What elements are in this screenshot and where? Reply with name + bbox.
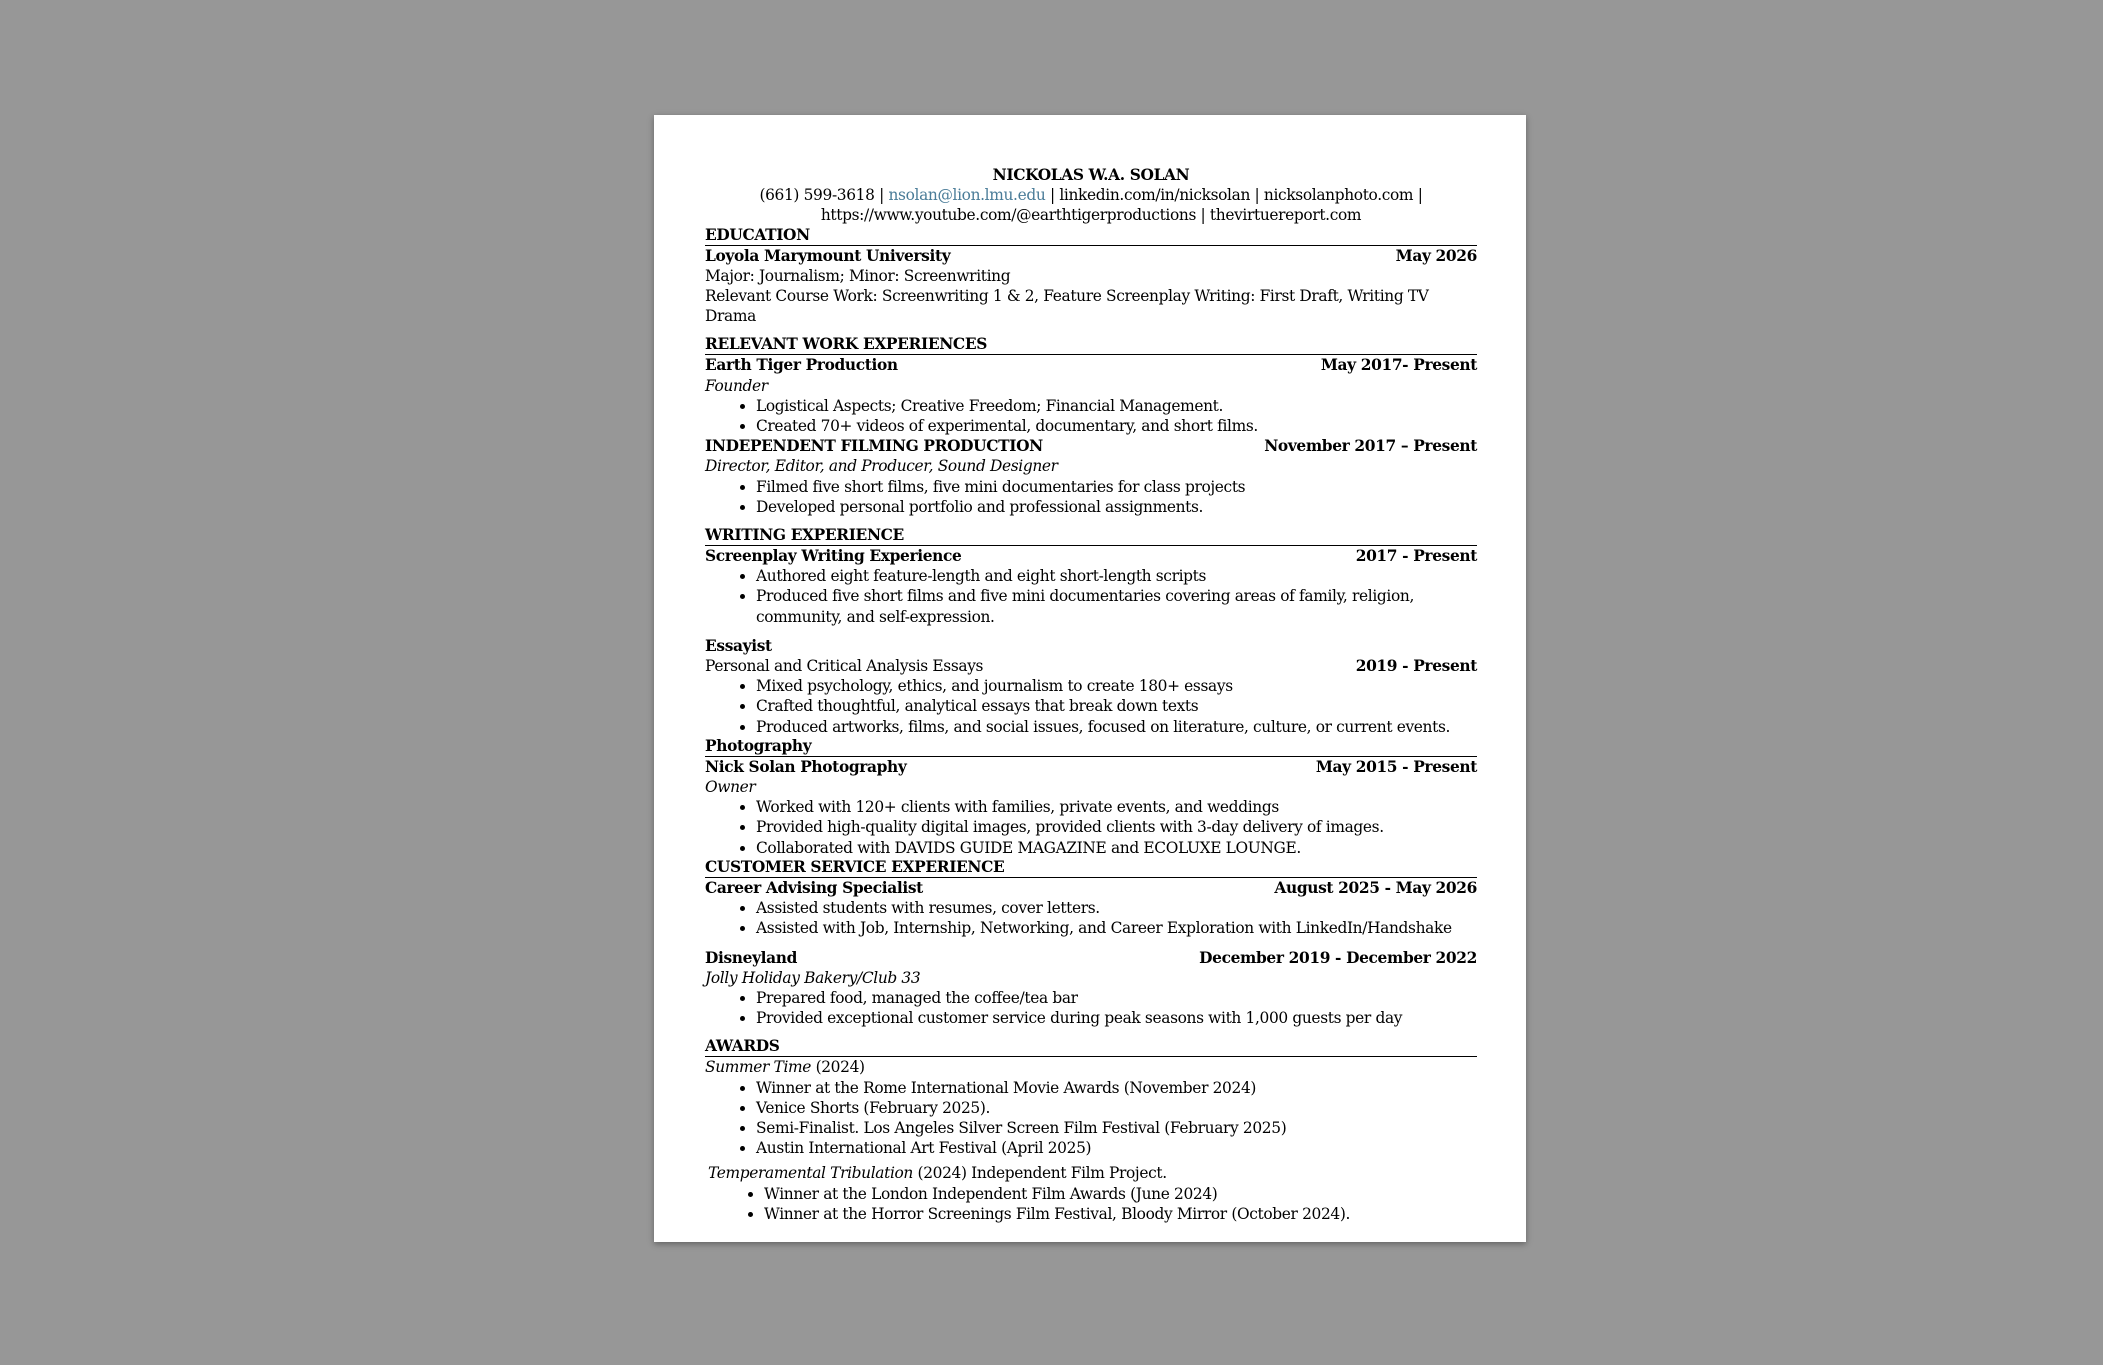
bullet-item: • Filmed five short films, five mini documentaries for class projects [756,477,1477,497]
bullet-list [705,477,1477,517]
contact-line-1 [705,185,1477,205]
bullet-item: • Produced artworks, films, and social issues, focused on literature, culture, or current events. [756,717,1477,737]
bullet-item: • Austin International Art Festival (April 2025) [756,1138,1477,1158]
customer-service-heading: CUSTOMER SERVICE EXPERIENCE [705,858,1477,878]
candidate-name: NICKOLAS W.A. SOLAN [992,166,1190,184]
bullet-item: • Produced five short films and five mini documentaries covering areas of family, religion, community, and self-expression. [756,586,1477,626]
bullet-item: • Winner at the London Independent Film Awards (June 2024) [764,1184,1477,1204]
award-year: (2024) [811,1058,865,1077]
award-title: Temperamental Tribulation [708,1164,913,1183]
bullet-list [705,898,1477,938]
resume-page [654,115,1526,1242]
bullet-item: • Prepared food, managed the coffee/tea bar [756,988,1477,1008]
work-heading: RELEVANT WORK EXPERIENCES [705,335,1477,355]
award-title: Summer Time [705,1058,812,1077]
coursework: Relevant Course Work: Screenwriting 1 & 2, Feature Screenplay Writing: First Draft, Writing TV Drama [705,287,1429,326]
bullet-item: • Provided exceptional customer service during peak seasons with 1,000 guests per day [756,1008,1477,1028]
job-date: 2017 - Present [1355,547,1477,566]
bullet-list [705,566,1477,627]
bullet-item: • Winner at the Rome International Movie Awards (November 2024) [756,1078,1477,1098]
job-row [705,757,1477,777]
job-org: Nick Solan Photography [705,757,907,776]
job-org: Career Advising Specialist [705,878,923,897]
bullet-list [705,1078,1477,1159]
education-row [705,246,1477,266]
job-row [705,436,1477,456]
bullet-item: • Collaborated with DAVIDS GUIDE MAGAZINE and ECOLUXE LOUNGE. [756,838,1477,858]
awards-heading: AWARDS [705,1037,1477,1057]
job-org: Essayist [705,636,772,655]
job-date: August 2025 - May 2026 [1274,878,1477,897]
bullet-item: • Semi-Finalist. Los Angeles Silver Screen Film Festival (February 2025) [756,1118,1477,1138]
bullet-item: • Winner at the Horror Screenings Film Festival, Bloody Mirror (October 2024). [764,1204,1477,1224]
phone: (661) 599-3618 | [759,186,884,205]
job-org: Earth Tiger Production [705,356,898,375]
job-role: Owner [705,778,756,797]
bullet-item: • Logistical Aspects; Creative Freedom; Financial Management. [756,396,1477,416]
job-subtitle: Personal and Critical Analysis Essays [705,657,984,676]
job-role: Director, Editor, and Producer, Sound Designer [705,457,1058,476]
job-date: May 2015 - Present [1315,757,1477,776]
contact-links: | linkedin.com/in/nicksolan | nicksolanphoto.com | [1049,186,1423,205]
writing-heading: WRITING EXPERIENCE [705,526,1477,546]
contact-line-2: https://www.youtube.com/@earthtigerproductions | thevirtuereport.com [820,206,1362,225]
bullet-list [705,797,1477,858]
major-minor: Major: Journalism; Minor: Screenwriting [705,266,1011,285]
school-name: Loyola Marymount University [705,246,951,265]
bullet-list [705,988,1477,1028]
bullet-list [705,396,1477,436]
job-date: May 2017- Present [1320,356,1477,375]
education-heading: EDUCATION [705,226,1477,246]
graduation-date: May 2026 [1395,246,1477,265]
bullet-item: • Worked with 120+ clients with families, private events, and weddings [756,797,1477,817]
job-org: INDEPENDENT FILMING PRODUCTION [705,437,1043,456]
bullet-item: • Developed personal portfolio and professional assignments. [756,497,1477,517]
bullet-item: • Crafted thoughtful, analytical essays that break down texts [756,696,1477,716]
job-role: Jolly Holiday Bakery/Club 33 [705,968,921,987]
job-row [705,656,1477,676]
bullet-item: • Mixed psychology, ethics, and journalism to create 180+ essays [756,676,1477,696]
job-org: Disneyland [705,948,798,967]
award-year: (2024) Independent Film Project. [913,1164,1167,1183]
job-date: November 2017 – Present [1264,437,1477,456]
bullet-item: • Assisted students with resumes, cover letters. [756,898,1477,918]
job-date: 2019 - Present [1355,657,1477,676]
job-role: Founder [705,376,768,395]
job-row [705,355,1477,375]
bullet-list [705,676,1477,737]
bullet-item: • Provided high-quality digital images, provided clients with 3-day delivery of images. [756,817,1477,837]
job-org: Screenplay Writing Experience [705,547,962,566]
job-row [705,878,1477,898]
resume-content [705,165,1477,1224]
email-link[interactable]: nsolan@lion.lmu.edu [888,186,1046,205]
photography-heading: Photography [705,737,1477,757]
job-row [705,948,1477,968]
bullet-list [705,1184,1477,1224]
job-row [705,546,1477,566]
bullet-item: • Created 70+ videos of experimental, documentary, and short films. [756,416,1477,436]
job-date: December 2019 - December 2022 [1199,948,1477,967]
bullet-item: • Venice Shorts (February 2025). [756,1098,1477,1118]
award-title-line [705,1163,1477,1183]
award-title-line [705,1057,1477,1077]
bullet-item: • Assisted with Job, Internship, Networking, and Career Exploration with LinkedIn/Handshake [756,918,1477,938]
bullet-item: • Authored eight feature-length and eight short-length scripts [756,566,1477,586]
